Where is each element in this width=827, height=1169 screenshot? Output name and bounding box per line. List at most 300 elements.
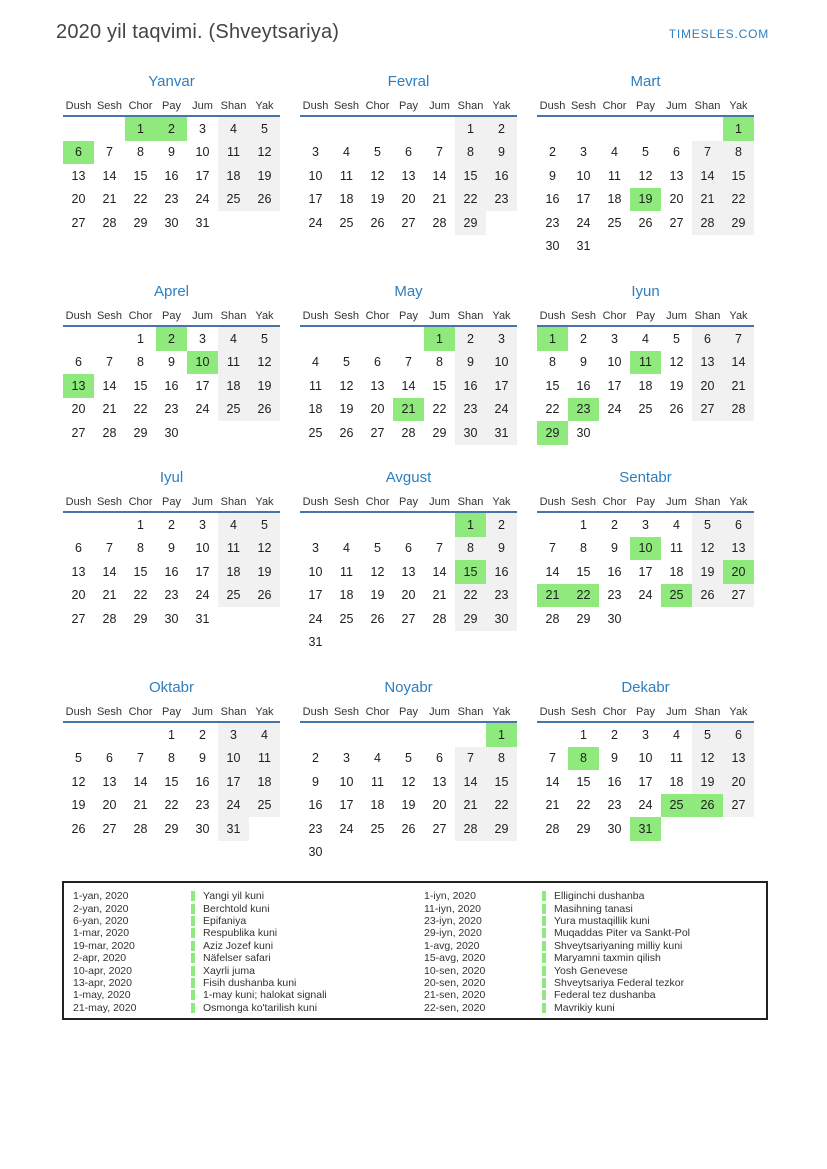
weekday-header: Shan	[457, 99, 484, 112]
day-cell: 12	[339, 378, 354, 393]
legend-date: 29-iyn, 2020	[424, 927, 482, 940]
day-cell: 14	[545, 774, 560, 789]
legend-item	[64, 915, 415, 927]
day-cell: 19	[249, 560, 280, 584]
day-cell: 24	[195, 402, 210, 417]
legend-label: Yosh Genevese	[554, 964, 628, 977]
week-row	[537, 327, 754, 351]
day-cell-empty	[300, 117, 331, 141]
day-cell: 21	[102, 192, 117, 207]
week-row	[300, 374, 517, 398]
day-cell: 26	[249, 584, 280, 608]
legend-marker	[191, 941, 195, 951]
day-cell: 7	[455, 747, 486, 771]
weekday-header-row	[537, 492, 754, 513]
weekday-header: Chor	[128, 99, 153, 112]
day-cell: 19	[339, 402, 354, 417]
day-cell: 9	[611, 751, 618, 766]
day-cell: 4	[249, 723, 280, 747]
day-cell-empty	[455, 841, 486, 865]
day-cell: 25	[339, 215, 354, 230]
legend-item	[64, 964, 415, 976]
day-cell: 15	[133, 168, 148, 183]
day-cell: 1	[168, 727, 175, 742]
day-cell: 20	[692, 374, 723, 398]
day-cell: 3	[486, 327, 517, 351]
day-cell: 3	[199, 517, 206, 532]
day-cell: 28	[102, 611, 117, 626]
day-cell-empty	[331, 841, 362, 865]
legend-date: 13-apr, 2020	[73, 976, 132, 989]
day-cell-empty	[661, 235, 692, 259]
day-cell-holiday: 1	[486, 723, 517, 747]
day-cell: 18	[218, 374, 249, 398]
day-cell-empty	[362, 723, 393, 747]
day-cell: 24	[486, 398, 517, 422]
day-cell: 2	[486, 513, 517, 537]
day-cell-holiday: 31	[630, 817, 661, 841]
day-cell-holiday: 6	[63, 141, 94, 165]
day-cell: 4	[312, 355, 319, 370]
month-title: Oktabr	[148, 679, 194, 696]
day-cell: 20	[71, 588, 86, 603]
day-cell: 23	[607, 588, 622, 603]
day-cell: 17	[339, 798, 354, 813]
weekday-header: Jum	[192, 705, 213, 718]
weekday-header: Dush	[65, 99, 92, 112]
day-cell: 24	[308, 215, 323, 230]
day-cell: 24	[308, 611, 323, 626]
week-row	[300, 607, 517, 631]
weekday-header: Shan	[694, 495, 721, 508]
legend-label: Aziz Jozef kuni	[203, 939, 274, 952]
day-cell: 10	[195, 541, 210, 556]
day-cell: 18	[638, 378, 653, 393]
legend-label: Respublika kuni	[203, 927, 278, 940]
legend-marker	[542, 941, 546, 951]
day-cell: 23	[164, 588, 179, 603]
day-cell: 21	[133, 798, 148, 813]
weekday-header: Pay	[162, 705, 181, 718]
legend-marker	[191, 1003, 195, 1013]
day-cell: 31	[576, 239, 591, 254]
weekday-header: Sesh	[570, 99, 597, 112]
day-cell: 23	[607, 798, 622, 813]
day-cell: 13	[723, 537, 754, 561]
day-cell: 1	[580, 727, 587, 742]
weekday-header: Shan	[457, 705, 484, 718]
weekday-header: Shan	[694, 99, 721, 112]
week-row	[537, 537, 754, 561]
legend-date: 11-iyn, 2020	[424, 902, 482, 915]
week-row	[63, 560, 280, 584]
day-cell: 6	[106, 751, 113, 766]
day-cell-empty	[218, 421, 249, 445]
weekday-header: Chor	[365, 309, 390, 322]
day-cell: 25	[607, 215, 622, 230]
day-cell: 29	[455, 607, 486, 631]
day-cell: 19	[692, 770, 723, 794]
weekday-header: Sesh	[96, 309, 123, 322]
weekday-header-row	[63, 306, 280, 327]
day-cell: 10	[607, 355, 622, 370]
weekday-header: Sesh	[333, 99, 360, 112]
weekday-header: Dush	[302, 495, 329, 508]
legend-label: Elliginchi dushanba	[554, 890, 645, 903]
day-cell: 9	[486, 141, 517, 165]
day-cell: 24	[607, 402, 622, 417]
week-row	[63, 141, 280, 165]
month-noyabr	[300, 676, 517, 864]
day-cell-empty	[94, 723, 125, 747]
day-cell: 3	[312, 541, 319, 556]
day-cell: 23	[195, 798, 210, 813]
day-cell-holiday: 26	[692, 794, 723, 818]
day-cell: 17	[308, 588, 323, 603]
day-cell-empty	[362, 327, 393, 351]
week-row	[537, 513, 754, 537]
day-cell: 23	[486, 584, 517, 608]
day-cell: 9	[549, 168, 556, 183]
day-cell: 21	[432, 192, 447, 207]
day-cell: 22	[133, 588, 148, 603]
weekday-header: Shan	[694, 309, 721, 322]
day-cell: 2	[549, 145, 556, 160]
weekday-header: Yak	[729, 705, 748, 718]
weekday-header: Sesh	[96, 705, 123, 718]
weekday-header-row	[300, 702, 517, 723]
weekday-header: Shan	[220, 495, 247, 508]
day-cell: 20	[71, 192, 86, 207]
day-cell: 6	[374, 355, 381, 370]
day-cell-holiday: 19	[630, 188, 661, 212]
day-cell: 5	[405, 751, 412, 766]
day-cell: 2	[455, 327, 486, 351]
week-row	[300, 770, 517, 794]
day-cell: 5	[692, 513, 723, 537]
day-cell-holiday: 13	[63, 374, 94, 398]
day-cell-empty	[455, 631, 486, 655]
weekday-header: Shan	[694, 705, 721, 718]
month-iyul	[63, 466, 280, 676]
day-cell: 14	[432, 168, 447, 183]
day-cell: 3	[312, 145, 319, 160]
day-cell-empty	[692, 817, 723, 841]
day-cell-empty	[393, 723, 424, 747]
legend-label: Näfelser safari	[203, 952, 271, 965]
legend-date: 2-apr, 2020	[73, 952, 127, 965]
day-cell: 24	[195, 588, 210, 603]
day-cell: 11	[608, 168, 621, 183]
weekday-header: Yak	[255, 99, 274, 112]
day-cell: 6	[723, 513, 754, 537]
legend-marker	[191, 928, 195, 938]
legend-marker	[542, 916, 546, 926]
legend-item	[415, 940, 766, 952]
day-cell: 6	[673, 145, 680, 160]
week-row	[63, 211, 280, 235]
day-cell: 8	[549, 355, 556, 370]
day-cell: 22	[133, 192, 148, 207]
day-cell: 16	[576, 378, 591, 393]
legend-item	[64, 890, 415, 902]
day-cell: 23	[545, 215, 560, 230]
day-cell: 31	[195, 611, 210, 626]
weekday-header: Dush	[302, 309, 329, 322]
weekday-header: Shan	[220, 309, 247, 322]
weekday-header: Jum	[192, 495, 213, 508]
week-row	[63, 188, 280, 212]
day-cell-empty	[249, 211, 280, 235]
weekday-header: Sesh	[333, 495, 360, 508]
day-cell: 15	[576, 774, 591, 789]
day-cell: 10	[308, 564, 323, 579]
day-cell: 29	[164, 821, 179, 836]
day-cell: 10	[218, 747, 249, 771]
weekday-header: Shan	[457, 309, 484, 322]
day-cell-empty	[187, 421, 218, 445]
day-cell: 4	[673, 727, 680, 742]
day-cell: 2	[312, 751, 319, 766]
day-cell: 28	[102, 215, 117, 230]
day-cell-empty	[486, 211, 517, 235]
day-cell-holiday: 1	[125, 117, 156, 141]
day-cell-holiday: 20	[723, 560, 754, 584]
day-cell: 30	[308, 845, 323, 860]
day-cell-empty	[63, 327, 94, 351]
day-cell: 15	[432, 378, 447, 393]
week-row	[63, 327, 280, 351]
day-cell: 25	[249, 794, 280, 818]
weekday-header: Yak	[492, 309, 511, 322]
day-cell: 16	[164, 168, 179, 183]
legend-marker	[191, 966, 195, 976]
weekday-header: Dush	[539, 309, 566, 322]
day-cell: 27	[669, 215, 684, 230]
weekday-header: Dush	[539, 705, 566, 718]
week-row	[537, 351, 754, 375]
day-cell: 6	[723, 723, 754, 747]
day-cell-empty	[249, 607, 280, 631]
weekday-header: Chor	[128, 705, 153, 718]
weekday-header: Sesh	[333, 705, 360, 718]
legend-marker	[542, 978, 546, 988]
legend-item	[64, 927, 415, 939]
day-cell: 23	[486, 188, 517, 212]
legend-marker	[191, 978, 195, 988]
weekday-header-row	[300, 306, 517, 327]
week-row	[63, 723, 280, 747]
week-row	[537, 211, 754, 235]
day-cell-holiday: 1	[723, 117, 754, 141]
day-cell: 2	[199, 727, 206, 742]
day-cell-holiday: 22	[568, 584, 599, 608]
legend-marker	[542, 966, 546, 976]
weekday-header: Jum	[666, 495, 687, 508]
day-cell: 29	[133, 215, 148, 230]
day-cell: 9	[486, 537, 517, 561]
weekday-header: Yak	[729, 309, 748, 322]
week-row	[63, 817, 280, 841]
legend-label: Federal tez dushanba	[554, 989, 656, 1002]
month-sentabr	[537, 466, 754, 676]
day-cell: 30	[195, 821, 210, 836]
day-cell: 24	[195, 192, 210, 207]
day-cell: 5	[249, 513, 280, 537]
day-cell: 8	[486, 747, 517, 771]
day-cell-empty	[537, 513, 568, 537]
day-cell-empty	[599, 117, 630, 141]
day-cell: 12	[692, 537, 723, 561]
day-cell-empty	[424, 117, 455, 141]
day-cell-holiday: 1	[455, 513, 486, 537]
day-cell: 19	[669, 378, 684, 393]
day-cell: 22	[133, 402, 148, 417]
day-cell: 9	[199, 751, 206, 766]
day-cell: 25	[218, 398, 249, 422]
day-cell: 15	[133, 378, 148, 393]
day-cell-empty	[723, 817, 754, 841]
day-cell: 12	[249, 537, 280, 561]
week-row	[63, 421, 280, 445]
weekday-header: Chor	[128, 309, 153, 322]
day-cell: 29	[486, 817, 517, 841]
day-cell: 23	[164, 402, 179, 417]
day-cell: 29	[432, 425, 447, 440]
day-cell: 27	[370, 425, 385, 440]
day-cell: 3	[199, 121, 206, 136]
weekday-header: Jum	[666, 99, 687, 112]
legend-date: 6-yan, 2020	[73, 914, 129, 927]
day-cell: 19	[401, 798, 416, 813]
week-row	[537, 398, 754, 422]
day-cell: 14	[723, 351, 754, 375]
day-cell: 29	[455, 211, 486, 235]
day-cell-empty	[249, 817, 280, 841]
day-cell: 7	[549, 541, 556, 556]
day-cell-empty	[661, 421, 692, 445]
day-cell: 1	[137, 331, 144, 346]
day-cell: 23	[164, 192, 179, 207]
weekday-header: Dush	[539, 495, 566, 508]
legend-marker	[542, 891, 546, 901]
day-cell: 6	[405, 145, 412, 160]
day-cell: 16	[607, 774, 622, 789]
legend-marker	[191, 990, 195, 1000]
day-cell: 11	[670, 751, 683, 766]
week-row	[63, 747, 280, 771]
month-may	[300, 280, 517, 466]
weekday-header: Chor	[365, 705, 390, 718]
month-title: Avgust	[385, 469, 432, 486]
day-cell: 10	[638, 751, 653, 766]
legend-date: 10-apr, 2020	[73, 964, 132, 977]
week-row	[300, 841, 517, 865]
day-cell: 6	[692, 327, 723, 351]
day-cell: 29	[576, 821, 591, 836]
month-title: Mart	[630, 73, 661, 90]
day-cell: 17	[195, 378, 210, 393]
week-row	[300, 164, 517, 188]
day-cell: 4	[218, 117, 249, 141]
day-cell: 11	[218, 351, 249, 375]
day-cell-empty	[424, 631, 455, 655]
day-cell-empty	[599, 235, 630, 259]
day-cell-empty	[94, 117, 125, 141]
day-cell: 28	[455, 817, 486, 841]
day-cell: 12	[71, 774, 86, 789]
day-cell: 18	[339, 588, 354, 603]
legend-marker	[542, 1003, 546, 1013]
weekday-header: Pay	[162, 99, 181, 112]
day-cell: 5	[374, 541, 381, 556]
day-cell-empty	[723, 235, 754, 259]
day-cell: 17	[195, 168, 210, 183]
week-row	[63, 374, 280, 398]
day-cell: 23	[308, 821, 323, 836]
weekday-header: Chor	[602, 309, 627, 322]
day-cell: 5	[374, 145, 381, 160]
legend-item	[64, 952, 415, 964]
day-cell-empty	[362, 631, 393, 655]
day-cell: 6	[75, 541, 82, 556]
day-cell: 14	[545, 564, 560, 579]
legend-marker	[191, 891, 195, 901]
day-cell: 19	[370, 192, 385, 207]
day-cell-empty	[300, 723, 331, 747]
day-cell: 6	[405, 541, 412, 556]
day-cell-holiday: 21	[393, 398, 424, 422]
day-cell: 30	[164, 215, 179, 230]
weekday-header: Yak	[492, 99, 511, 112]
day-cell: 16	[455, 374, 486, 398]
weekday-header-row	[63, 96, 280, 117]
day-cell: 14	[102, 168, 117, 183]
day-cell: 5	[673, 331, 680, 346]
day-cell: 12	[692, 747, 723, 771]
legend-marker	[542, 953, 546, 963]
day-cell: 26	[370, 215, 385, 230]
day-cell-holiday: 29	[537, 421, 568, 445]
day-cell: 18	[218, 560, 249, 584]
legend-marker	[542, 928, 546, 938]
day-cell: 12	[401, 774, 416, 789]
day-cell-empty	[125, 723, 156, 747]
day-cell: 30	[486, 607, 517, 631]
day-cell: 16	[486, 164, 517, 188]
day-cell: 23	[455, 398, 486, 422]
day-cell: 29	[576, 611, 591, 626]
weekday-header: Yak	[492, 495, 511, 508]
day-cell: 28	[545, 821, 560, 836]
day-cell: 9	[611, 541, 618, 556]
day-cell-empty	[218, 211, 249, 235]
day-cell: 20	[370, 402, 385, 417]
weekday-header-row	[537, 96, 754, 117]
day-cell: 18	[607, 192, 622, 207]
day-cell-empty	[424, 513, 455, 537]
day-cell: 27	[102, 821, 117, 836]
weekday-header-row	[300, 96, 517, 117]
day-cell-holiday: 1	[424, 327, 455, 351]
site-link[interactable]: TIMESLES.COM	[668, 27, 769, 41]
day-cell: 20	[401, 192, 416, 207]
day-cell-empty	[393, 327, 424, 351]
day-cell: 24	[339, 821, 354, 836]
day-cell: 31	[218, 817, 249, 841]
legend-column-right	[415, 890, 766, 1018]
legend-item	[415, 890, 766, 902]
